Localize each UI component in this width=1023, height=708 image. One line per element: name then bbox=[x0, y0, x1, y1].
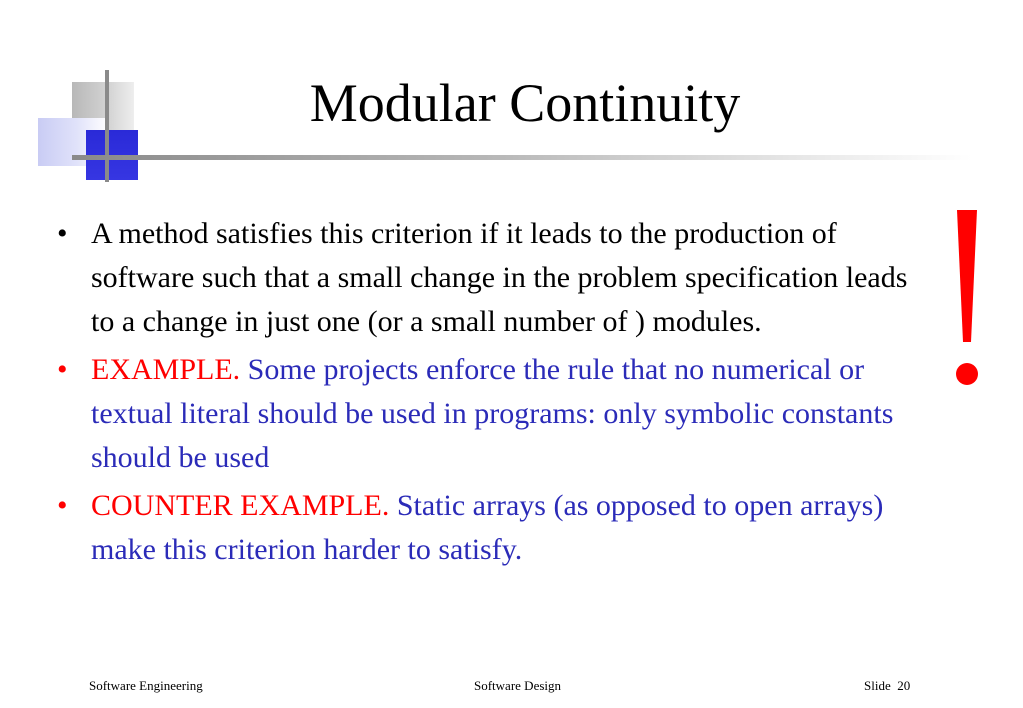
bullet-list bbox=[55, 212, 915, 576]
bullet-marker: • bbox=[57, 489, 68, 522]
slide-label: Slide bbox=[864, 678, 891, 693]
bullet-item bbox=[55, 212, 915, 344]
slide-title: Modular Continuity bbox=[309, 73, 741, 133]
vertical-rule bbox=[105, 70, 109, 182]
bullet-prefix: EXAMPLE. bbox=[91, 353, 241, 386]
bullet-text: Some projects enforce the rule that no numerical or textual literal should be used in programs: only symbolic constants should be used bbox=[91, 353, 894, 474]
bullet-text: Static arrays (as opposed to open arrays) make this criterion harder to satisfy. bbox=[91, 489, 884, 566]
footer-topic: Software Design bbox=[474, 678, 562, 693]
bullet-item bbox=[55, 484, 915, 572]
slide-number: 20 bbox=[897, 678, 911, 693]
title-underline bbox=[72, 155, 972, 160]
footer-slide-number bbox=[864, 678, 910, 694]
exclamation-mark-icon bbox=[952, 210, 982, 390]
bullet-item bbox=[55, 348, 915, 480]
bullet-text: A method satisfies this criterion if it leads to the production of software such that a small change in the problem specification leads to a change in just one (or a small number of ) modules. bbox=[91, 217, 908, 338]
bullet-marker: • bbox=[57, 353, 68, 386]
slide-template-squares-icon bbox=[0, 0, 200, 190]
bullet-marker: • bbox=[57, 217, 68, 250]
footer-course: Software Engineering bbox=[89, 678, 203, 693]
bullet-prefix: COUNTER EXAMPLE. bbox=[91, 489, 390, 522]
